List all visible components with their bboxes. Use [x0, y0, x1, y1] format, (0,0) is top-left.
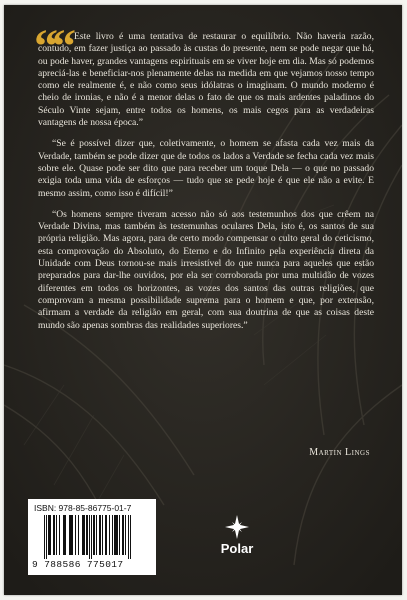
blurb-paragraph-3: “Os homens sempre tiveram acesso não só aos testemunhos dos que crêem na Verdade Divina, mas também às testemunhas oculares Dela, isto é, os santos de sua própria religião. Mas agora, para de certo modo compensar o culto geral do ceticismo, esta comprovação do Absoluto, do Eterno e do Infinito pela experiência direta da Unidade com Deus tornou-se mais irresistível do que nunca para aqueles que estão preparados para dar-lhe ouvidos, por ela ser corroborada por uma multidão de vozes diferentes em todos os horizontes, as vozes dos santos das outras religiões, que comprovam a mesma possibilidade suprema para o homem e que, por extensão, afirmam a verdade da religião em geral, com sua doutrina de que as coisas deste mundo são apenas sombras das realidades superiores.” — [38, 208, 374, 331]
barcode-panel — [28, 499, 156, 575]
blurb-paragraph-2: “Se é possível dizer que, coletivamente, o homem se afasta cada vez mais da Verdade, também se pode dizer que de todos os lados a Verdade se fecha cada vez mais sobre ele. Quase pode ser dito que para receber um toque Dela — o que no passado exigia toda uma vida de esforços — tudo que se pede hoje é que ele não a evite. E mesmo assim, como isso é difícil!” — [38, 138, 374, 199]
publisher-name: Polar — [220, 541, 254, 556]
opening-quote-mark: ““ — [34, 20, 70, 73]
star-icon — [225, 515, 249, 539]
blurb-text — [38, 31, 374, 341]
book-back-cover — [4, 5, 402, 595]
barcode-icon — [44, 515, 146, 559]
blurb-paragraph-1: Este livro é uma tentativa de restaurar o equilíbrio. Não haveria razão, contudo, em fazer justiça ao passado às custas do presente, nem se pode negar que há, ou pode haver, grandes vantagens espirituais em se viver hoje em dia. Mas só podemos apreciá-las e beneficiar-nos plenamente delas na medida em que vejamos nosso tempo como ele realmente é, e não como seus idólatras o imaginam. O mundo moderno é cheio de ironias, e não é a menor delas o fato de que os mais ardentes paladinos do Século Vinte sejam, entre todos os homens, os mais cegos para as verdadeiras vantagens de nossa época.” — [38, 31, 374, 129]
isbn-label: ISBN: 978-85-86775-01-7 — [34, 503, 132, 513]
barcode-digits: 9 788586 775017 — [32, 559, 124, 570]
publisher-logo — [212, 515, 262, 556]
author-name: Martin Lings — [309, 447, 370, 458]
